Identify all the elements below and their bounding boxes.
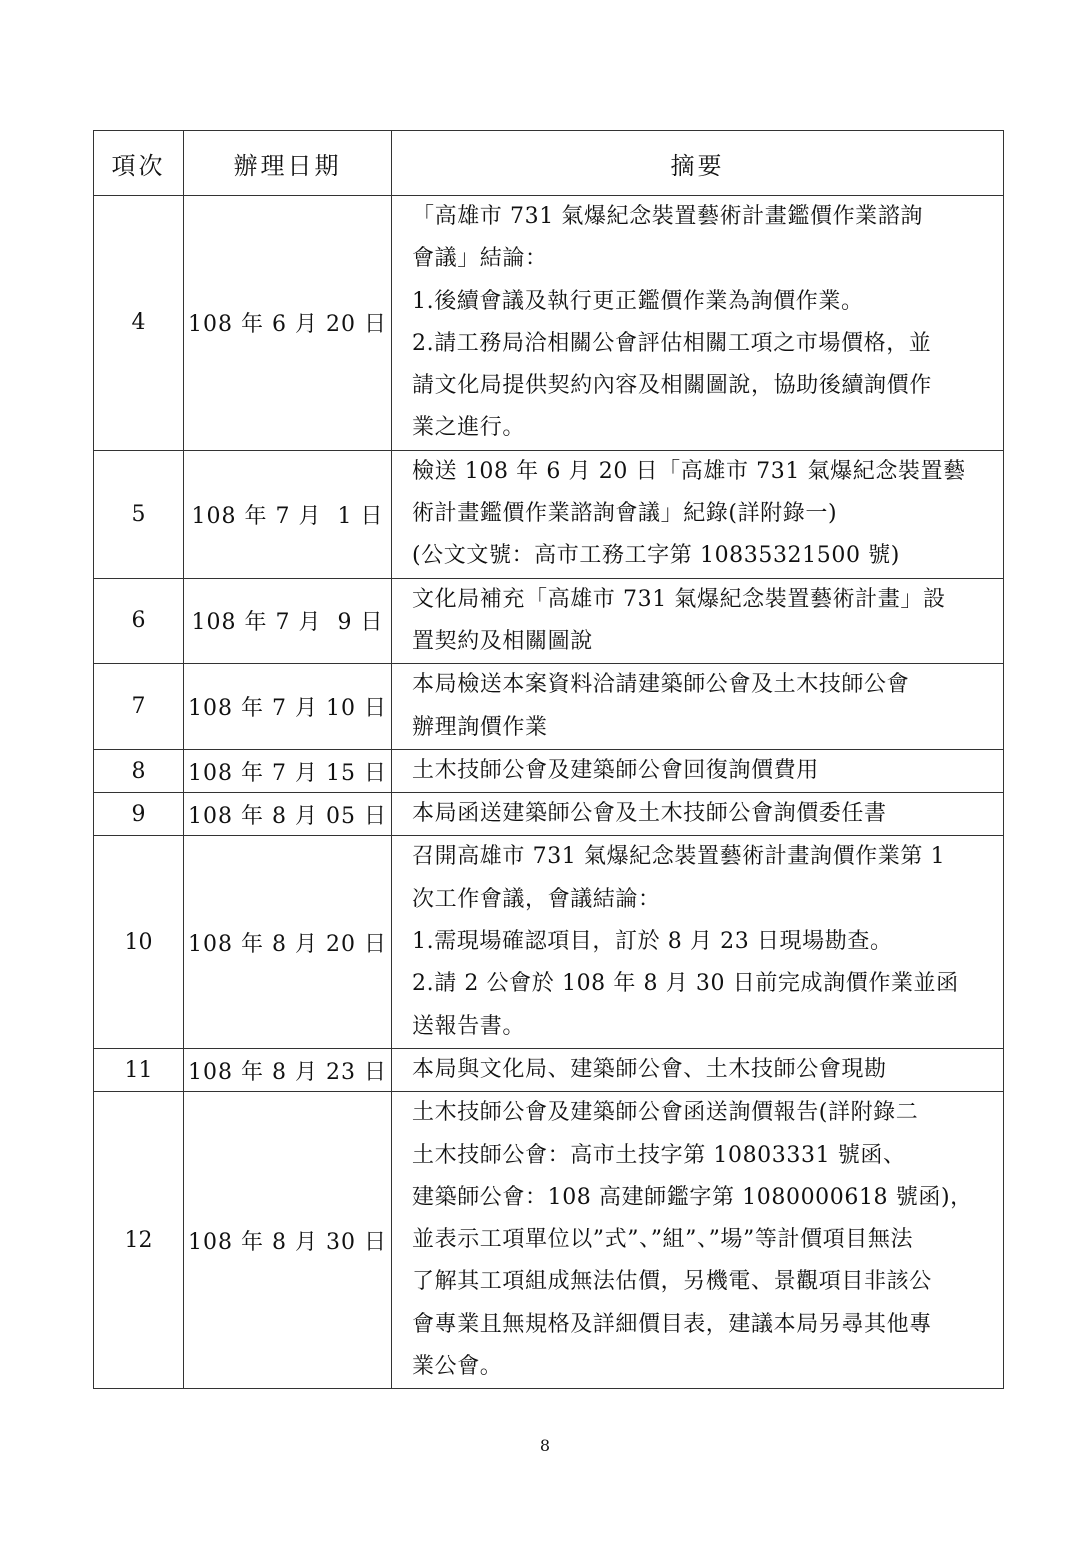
row-summary (392, 836, 1004, 1048)
table-row (94, 793, 1004, 836)
header-summary: 摘要 (392, 131, 1004, 196)
row-item-number: 9 (94, 793, 184, 836)
summary-line: 置契約及相關圖說 (412, 628, 593, 654)
header-date: 辦理日期 (184, 131, 392, 196)
summary-line: 「高雄市 731 氣爆紀念裝置藝術計畫鑑價作業諮詢 (412, 204, 923, 229)
schedule-table (93, 130, 1004, 1389)
table-header-row (94, 131, 1004, 196)
row-date: 108 年 6 月 20 日 (184, 196, 392, 451)
row-item-number: 8 (94, 749, 184, 792)
row-item-number: 6 (94, 578, 184, 664)
row-summary (392, 196, 1004, 451)
row-date: 108 年 7 月 15 日 (184, 749, 392, 792)
row-summary (392, 749, 1004, 792)
summary-line: (公文文號：高市工務工字第 10835321500 號) (412, 543, 900, 569)
summary-line: 業之進行。 (412, 415, 526, 441)
summary-line: 本局與文化局、建築師公會、土木技師公會現勘 (412, 1056, 887, 1082)
summary-line: 土木技師公會及建築師公會函送詢價報告(詳附錄二 (412, 1100, 919, 1126)
row-item-number: 11 (94, 1048, 184, 1091)
table-row (94, 450, 1004, 578)
row-summary (392, 793, 1004, 836)
summary-line: 1.後續會議及執行更正鑑價作業為詢價作業。 (412, 288, 864, 314)
summary-line: 請文化局提供契約內容及相關圖說，協助後續詢價作 (412, 373, 932, 399)
row-date: 108 年 8 月 23 日 (184, 1048, 392, 1091)
row-item-number: 7 (94, 664, 184, 750)
summary-line: 了解其工項組成無法估價，另機電、景觀項目非該公 (412, 1269, 932, 1295)
row-summary (392, 664, 1004, 750)
row-item-number: 5 (94, 450, 184, 578)
table-body (94, 196, 1004, 1389)
summary-line: 送報告書。 (412, 1013, 526, 1039)
summary-line: 次工作會議，會議結論： (412, 886, 661, 912)
row-date: 108 年 7 月 9 日 (184, 578, 392, 664)
summary-line: 並表示工項單位以”式”、”組”、”場”等計價項目無法 (412, 1227, 914, 1253)
summary-line: 會議」結論： (412, 246, 548, 272)
table-row (94, 664, 1004, 750)
row-date: 108 年 7 月 1 日 (184, 450, 392, 578)
summary-line: 1.需現場確認項目，訂於 8 月 23 日現場勘查。 (412, 929, 893, 955)
table-row (94, 836, 1004, 1048)
table-row (94, 578, 1004, 664)
table-row (94, 1048, 1004, 1091)
row-summary (392, 1048, 1004, 1091)
summary-line: 術計畫鑑價作業諮詢會議」紀錄(詳附錄一) (412, 501, 838, 527)
table-row (94, 749, 1004, 792)
summary-line: 檢送 108 年 6 月 20 日「高雄市 731 氣爆紀念裝置藝 (412, 458, 966, 484)
page-number: 8 (539, 1436, 551, 1455)
summary-line: 建築師公會：108 高建師鑑字第 1080000618 號函)， (412, 1184, 973, 1210)
summary-line: 土木技師公會及建築師公會回復詢價費用 (412, 757, 819, 783)
row-date: 108 年 8 月 05 日 (184, 793, 392, 836)
row-date: 108 年 8 月 30 日 (184, 1092, 392, 1389)
summary-line: 本局檢送本案資料洽請建築師公會及土木技師公會 (412, 672, 910, 698)
table-row (94, 1092, 1004, 1389)
table-row (94, 196, 1004, 451)
row-item-number: 12 (94, 1092, 184, 1389)
summary-line: 會專業且無規格及詳細價目表，建議本局另尋其他專 (412, 1311, 932, 1337)
row-item-number: 10 (94, 836, 184, 1048)
row-summary (392, 1092, 1004, 1389)
row-date: 108 年 8 月 20 日 (184, 836, 392, 1048)
summary-line: 召開高雄市 731 氣爆紀念裝置藝術計畫詢價作業第 1 (412, 844, 946, 870)
summary-line: 文化局補充「高雄市 731 氣爆紀念裝置藝術計畫」設 (412, 586, 946, 612)
row-item-number: 4 (94, 196, 184, 451)
row-summary (392, 450, 1004, 578)
summary-line: 本局函送建築師公會及土木技師公會詢價委任書 (412, 801, 887, 827)
summary-line: 土木技師公會：高市土技字第 10803331 號函、 (412, 1142, 906, 1168)
summary-line: 辦理詢價作業 (412, 714, 548, 740)
header-item-number: 項次 (94, 131, 184, 196)
summary-line: 業公會。 (412, 1354, 503, 1380)
summary-line: 2.請工務局洽相關公會評估相關工項之市場價格，並 (412, 330, 932, 356)
row-summary (392, 578, 1004, 664)
summary-line: 2.請 2 公會於 108 年 8 月 30 日前完成詢價作業並函 (412, 971, 959, 997)
row-date: 108 年 7 月 10 日 (184, 664, 392, 750)
